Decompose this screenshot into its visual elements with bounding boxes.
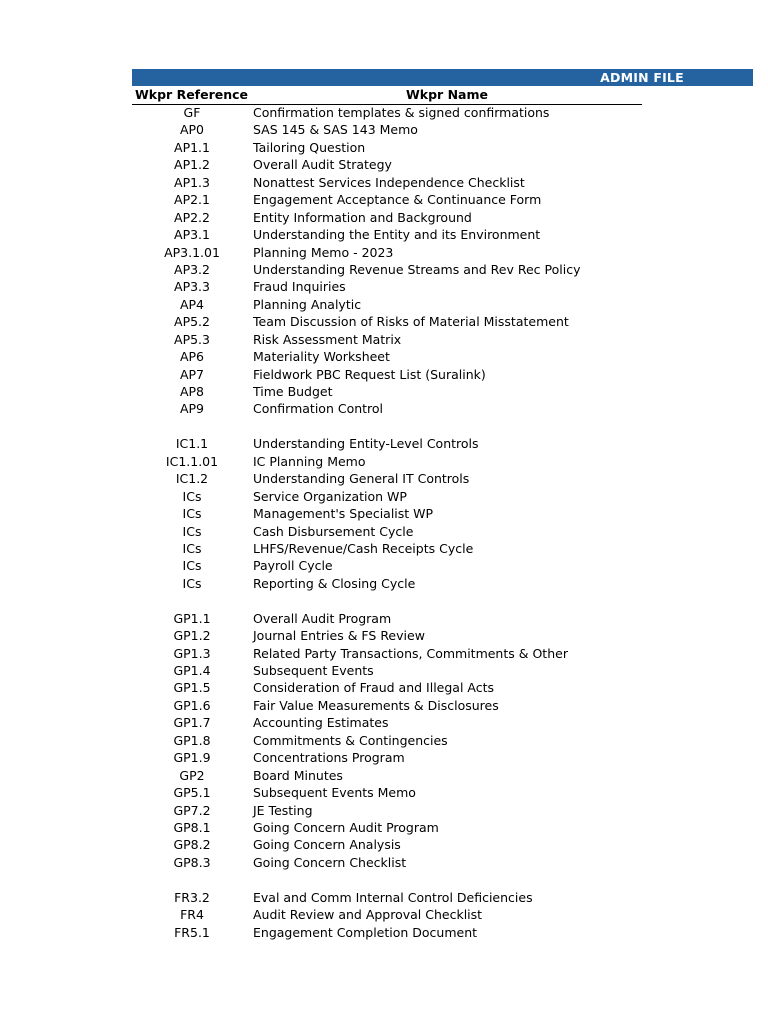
wkpr-reference: GP2: [179, 767, 205, 783]
table-row: [132, 313, 652, 330]
wkpr-reference: FR3.2: [174, 889, 210, 905]
wkpr-reference: IC1.1.01: [165, 453, 219, 469]
wkpr-name: Understanding Revenue Streams and Rev Rec Policy: [253, 261, 581, 277]
wkpr-name: Related Party Transactions, Commitments & Other: [253, 645, 568, 661]
table-row: [132, 523, 652, 540]
wkpr-reference: GP8.3: [173, 854, 211, 870]
wkpr-reference: ICs: [182, 488, 202, 504]
wkpr-name: SAS 145 & SAS 143 Memo: [253, 122, 418, 138]
table-row: [132, 592, 652, 609]
wkpr-name: Overall Audit Program: [253, 610, 392, 626]
wkpr-reference: GP1.2: [173, 628, 211, 644]
table-row: [132, 156, 652, 173]
wkpr-reference: ICs: [182, 575, 202, 591]
table-row: [132, 697, 652, 714]
table-row: [132, 348, 652, 365]
wkpr-reference: GF: [183, 105, 201, 120]
wkpr-name: Subsequent Events Memo: [253, 785, 416, 801]
wkpr-name: Payroll Cycle: [253, 558, 333, 574]
wkpr-name: Risk Assessment Matrix: [253, 331, 402, 347]
wkpr-name: Audit Review and Approval Checklist: [253, 907, 483, 923]
wkpr-name: Consideration of Fraud and Illegal Acts: [253, 680, 495, 696]
table-row: [132, 732, 652, 749]
wkpr-name: Understanding General IT Controls: [253, 471, 470, 487]
table-row: [132, 889, 652, 906]
wkpr-reference: ICs: [182, 558, 202, 574]
wkpr-reference: AP3.2: [174, 261, 210, 277]
table-row: [132, 244, 652, 261]
wkpr-reference: FR4: [180, 907, 204, 923]
wkpr-reference: AP6: [179, 349, 205, 365]
wkpr-reference: GP1.7: [173, 715, 211, 731]
wkpr-reference: AP5.3: [174, 331, 210, 347]
wkpr-reference: AP2.2: [174, 209, 210, 225]
table-row: [132, 645, 652, 662]
table-row: [132, 714, 652, 731]
wkpr-name: Nonattest Services Independence Checklist: [253, 174, 525, 190]
wkpr-reference: GP1.1: [173, 610, 211, 626]
wkpr-name: Fieldwork PBC Request List (Suralink): [253, 366, 486, 382]
table-row: [132, 540, 652, 557]
table-row: [132, 836, 652, 853]
table-row: [132, 749, 652, 766]
wkpr-name: IC Planning Memo: [253, 453, 366, 469]
table-row: [132, 662, 652, 679]
wkpr-reference: GP1.6: [173, 697, 211, 713]
table-row: [132, 557, 652, 574]
wkpr-name: Entity Information and Background: [253, 209, 472, 225]
wkpr-reference: ICs: [182, 506, 202, 522]
wkpr-reference: IC1.2: [175, 471, 209, 487]
wkpr-name: Understanding Entity-Level Controls: [253, 436, 479, 452]
table-row: [132, 819, 652, 836]
table-row: [132, 906, 652, 923]
wkpr-reference: AP9: [179, 401, 205, 417]
wkpr-reference: ICs: [182, 523, 202, 539]
table-row: [132, 575, 652, 592]
table-row: [132, 924, 652, 941]
wkpr-reference: IC1.1: [175, 436, 209, 452]
wkpr-name: Team Discussion of Risks of Material Misstatement: [253, 314, 569, 330]
wkpr-name: Reporting & Closing Cycle: [253, 575, 416, 591]
wkpr-name: Journal Entries & FS Review: [253, 628, 425, 644]
table-row: [132, 296, 652, 313]
wkpr-name: Confirmation templates & signed confirmations: [253, 105, 550, 120]
wkpr-name: Planning Analytic: [253, 296, 362, 312]
wkpr-name: Going Concern Checklist: [253, 854, 407, 870]
wkpr-name: LHFS/Revenue/Cash Receipts Cycle: [253, 540, 474, 556]
wkpr-reference: GP1.4: [173, 663, 211, 678]
table-row: [132, 139, 652, 156]
wkpr-reference: GP8.1: [173, 819, 211, 835]
wkpr-reference: AP1.3: [174, 174, 210, 190]
table-row: [132, 767, 652, 784]
wkpr-name: Fair Value Measurements & Disclosures: [253, 697, 499, 713]
table-row: [132, 400, 652, 417]
wkpr-reference: AP8: [179, 384, 205, 399]
table-row: [132, 383, 652, 400]
wkpr-name: Tailoring Question: [253, 139, 366, 155]
wkpr-name: Time Budget: [253, 384, 333, 399]
table-row: [132, 174, 652, 191]
wkpr-name: Going Concern Analysis: [253, 837, 401, 853]
wkpr-name: Confirmation Control: [253, 401, 384, 417]
table-row: [132, 488, 652, 505]
wkpr-name: Overall Audit Strategy: [253, 157, 392, 173]
wkpr-name: Engagement Acceptance & Continuance Form: [253, 192, 542, 208]
table-row: [132, 854, 652, 871]
table-row: [132, 470, 652, 487]
column-header-name: Wkpr Name: [406, 87, 488, 102]
table-row: [132, 453, 652, 470]
admin-file-banner: [132, 69, 753, 86]
wkpr-name: Board Minutes: [253, 767, 343, 783]
wkpr-reference: GP1.8: [173, 732, 211, 748]
wkpr-reference: GP5.1: [173, 785, 211, 801]
wkpr-name: Accounting Estimates: [253, 715, 389, 731]
wkpr-reference: GP8.2: [173, 837, 211, 853]
wkpr-reference: AP3.3: [174, 279, 210, 295]
wkpr-reference: GP7.2: [173, 802, 211, 818]
column-header-reference: Wkpr Reference: [135, 87, 249, 102]
table-row: [132, 261, 652, 278]
wkpr-name: Cash Disbursement Cycle: [253, 523, 414, 539]
table-row: [132, 226, 652, 243]
wkpr-reference: AP0: [179, 122, 205, 138]
table-row: [132, 871, 652, 888]
wkpr-name: Planning Memo - 2023: [253, 244, 394, 260]
table-row: [132, 191, 652, 208]
wkpr-name: Understanding the Entity and its Environment: [253, 227, 541, 243]
table-header: [132, 87, 642, 105]
table-row: [132, 121, 652, 138]
wkpr-reference: AP4: [179, 296, 205, 312]
table-row: [132, 331, 652, 348]
wkpr-reference: GP1.9: [173, 750, 211, 766]
table-row: [132, 679, 652, 696]
table-row: [132, 278, 652, 295]
wkpr-name: Going Concern Audit Program: [253, 819, 439, 835]
table-row: [132, 627, 652, 644]
table-row: [132, 209, 652, 226]
wkpr-reference: AP7: [179, 366, 205, 382]
wkpr-reference: AP2.1: [174, 192, 210, 208]
wkpr-name: Commitments & Contingencies: [253, 732, 448, 748]
table-row: [132, 505, 652, 522]
wkpr-reference: GP1.5: [173, 680, 211, 696]
wkpr-reference: AP3.1.01: [164, 244, 220, 260]
wkpr-reference: ICs: [182, 540, 202, 556]
wkpr-name: Subsequent Events: [253, 663, 374, 678]
wkpr-name: Materiality Worksheet: [253, 349, 390, 365]
wkpr-name: Management's Specialist WP: [253, 506, 434, 522]
banner-title: ADMIN FILE: [600, 70, 684, 85]
table-row: [132, 366, 652, 383]
wkpr-reference: AP5.2: [174, 314, 210, 330]
wkpr-name: Eval and Comm Internal Control Deficiencies: [253, 889, 533, 905]
wkpr-reference: AP3.1: [174, 227, 210, 243]
table-row: [132, 418, 652, 435]
workpaper-list: [132, 104, 652, 941]
table-row: [132, 435, 652, 452]
wkpr-name: Concentrations Program: [253, 750, 405, 766]
wkpr-reference: AP1.1: [174, 139, 210, 155]
wkpr-name: Service Organization WP: [253, 488, 407, 504]
wkpr-reference: AP1.2: [174, 157, 210, 173]
wkpr-reference: FR5.1: [174, 924, 210, 940]
table-row: [132, 104, 652, 121]
table-row: [132, 784, 652, 801]
wkpr-name: Fraud Inquiries: [253, 279, 346, 295]
table-row: [132, 610, 652, 627]
wkpr-name: Engagement Completion Document: [253, 924, 478, 940]
table-row: [132, 802, 652, 819]
wkpr-reference: GP1.3: [173, 645, 211, 661]
wkpr-name: JE Testing: [253, 802, 313, 818]
